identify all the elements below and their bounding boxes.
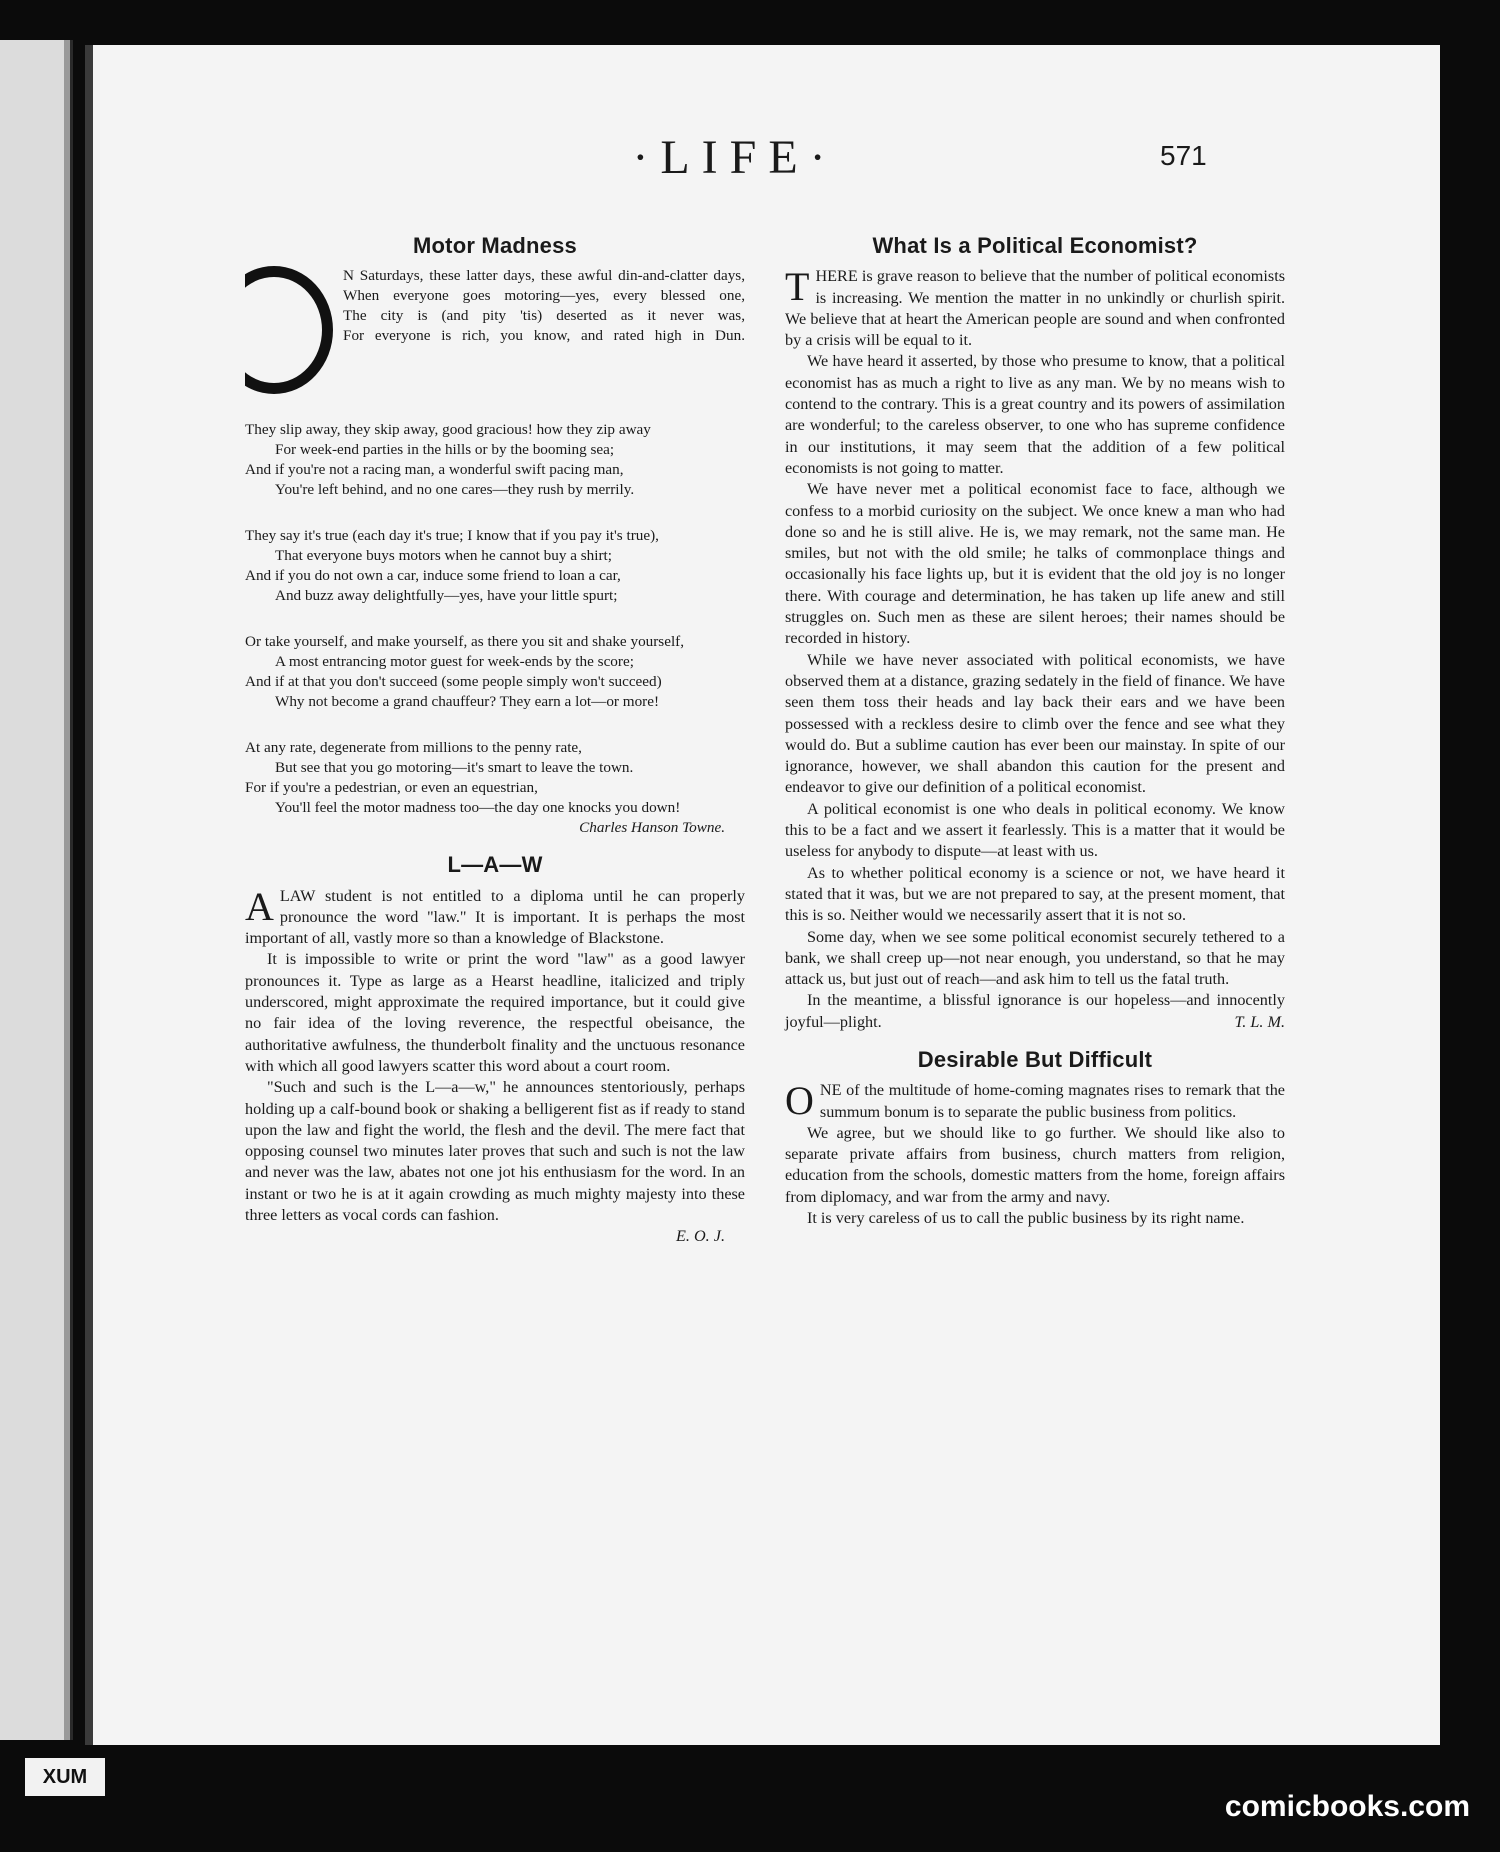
poem-line: A most entrancing motor guest for week-ends by the score; — [275, 653, 634, 671]
econ-paragraph-4: While we have never associated with political economists, we have observed them at a distance, grazing sedately in the field of finance. We have seen them toss their heads and lay back their ears and we have been possessed with a reckless desire to climb over the fence and see what they would do. But a sublime caution has ever been our mainstay. In spite of our ignorance, however, we shall abandon this caution for the present and endeavor to give our definition of a political economist. — [785, 650, 1285, 797]
econ-paragraph-5: A political economist is one who deals in political economy. We know this to be a fact and we assert it fearlessly. This is a matter that it would be useless for anybody to dispute—at least with us. — [785, 799, 1285, 861]
article-title-desirable: Desirable But Difficult — [917, 1046, 1153, 1072]
poem-line: You'll feel the motor madness too—the day one knocks you down! — [275, 799, 681, 817]
poem-line: At any rate, degenerate from millions to the penny rate, — [245, 739, 582, 757]
poem-line: For week-end parties in the hills or by the booming sea; — [275, 441, 615, 459]
econ-paragraph-3: We have never met a political economist face to face, although we confess to a morbid curiosity on the subject. We once knew a man who had done so and he is still alive. He is, we may remark, not the same man. He smiles, but not with the old smile; he talks of commonplace things and occasionally his face lights up, but it is evident that the old joy is no longer there. With courage and determination, he has taken up life anew and still struggles on. Such men as these are silent heroes; their names should be recorded in history. — [785, 480, 1285, 648]
page-number: 571 — [1160, 140, 1207, 171]
desirable-paragraph-1: ONE of the multitude of home-coming magnates rises to remark that the summum bonum is to separate the public business from politics. — [785, 1078, 1285, 1124]
article-title-economist: What Is a Political Economist? — [872, 233, 1198, 258]
watermark: comicbooks.com — [1224, 1790, 1470, 1823]
magazine-title: ·LIFE· — [632, 131, 838, 184]
dropcap-a: A — [245, 883, 274, 929]
econ-paragraph-2: We have heard it asserted, by those who presume to know, that a political economist has as much a right to live as any man. We by no means wish to contend to the contrary. This is a great country and its powers of assimilation are wonderful; to the careless observer, to one who has supreme confidence in our institutions, it may seem that the addition of a few political economists is not going to matter. — [785, 352, 1285, 477]
law-paragraph-1: ALAW student is not entitled to a diploma until he can properly pronounce the word "law." It is important. It is perhaps the most important of all, vastly more so than a knowledge of Blackstone. — [245, 883, 745, 948]
econ-paragraph-8: In the meantime, a blissful ignorance is our hopeless—and innocently joyful—plight. T. L. M. — [785, 990, 1285, 1033]
poem-line: Why not become a grand chauffeur? They earn a lot—or more! — [275, 693, 660, 711]
law-signature: E. O. J. — [676, 1227, 725, 1246]
poem-motor-madness — [245, 266, 745, 838]
left-column — [245, 235, 745, 1248]
poem-line: But see that you go motoring—it's smart to leave the town. — [275, 759, 634, 777]
econ-paragraph-6: As to whether political economy is a science or not, we have heard it stated that it was, but we are not prepared to say, at the present moment, that this is so. Neither would we necessarily assert that it is not so. — [785, 863, 1285, 925]
poem-line: And if you do not own a car, induce some friend to loan a car, — [245, 567, 621, 585]
poem-stanza-3 — [245, 526, 745, 606]
econ-signature: T. L. M. — [1234, 1012, 1285, 1031]
desirable-paragraph-2: We agree, but we should like to go further. We should like also to separate private affairs from business, church matters from religion, education from the schools, domestic matters from the home, foreign affairs from diplomacy, and war from the army and navy. — [785, 1123, 1285, 1206]
right-column — [785, 235, 1285, 1229]
poem-stanza-1 — [245, 266, 745, 394]
article-title-motor: Motor Madness — [413, 233, 577, 258]
econ-paragraph-1: THERE is grave reason to believe that the number of political economists is increasing. We mention the matter in no unkindly or churlish spirit. We believe that at heart the American people are sound and when confronted by a crisis will be equal to it. — [785, 264, 1285, 350]
poem-line: The city is (and pity 'tis) deserted as it never was, — [343, 307, 745, 325]
poem-line: And if you're not a racing man, a wonderful swift pacing man, — [245, 461, 624, 479]
poem-line: For everyone is rich, you know, and rated high in Dun. — [343, 327, 745, 345]
poem-stanza-2 — [245, 420, 745, 500]
poem-stanza-4 — [245, 632, 745, 712]
dropcap-t: T — [785, 264, 810, 310]
poem-line: And if at that you don't succeed (some people simply won't succeed) — [245, 673, 662, 691]
left-page-edge — [0, 40, 73, 1740]
dropcap-o-small: O — [785, 1078, 814, 1124]
poem-line: They slip away, they skip away, good gracious! how they zip away — [245, 421, 651, 439]
poem-line: That everyone buys motors when he cannot buy a shirt; — [275, 547, 612, 565]
poem-line: For if you're a pedestrian, or even an equestrian, — [245, 779, 538, 797]
poem-line: And buzz away delightfully—yes, have your little spurt; — [275, 587, 618, 605]
poem-line: When everyone goes motoring—yes, every blessed one, — [343, 287, 745, 305]
archive-stamp: XUM — [25, 1758, 105, 1796]
law-paragraph-3: "Such and such is the L—a—w," he announces stentoriously, perhaps holding up a calf-bound book or shaking a belligerent fist as if ready to stand upon the law and fight the world, the flesh and the devil. The mere fact that opposing counsel two minutes later proves that such and such is not the law and never was the law, abates not one jot his enthusiasm for the word. In an instant or two he is at it again crowding as much mighty majesty into these three letters as vocal cords can fashion. — [245, 1078, 745, 1225]
poem-line: Or take yourself, and make yourself, as there you sit and shake yourself, — [245, 633, 685, 651]
poem-line: They say it's true (each day it's true; I know that if you pay it's true), — [245, 527, 659, 545]
poem-line: N Saturdays, these latter days, these awful din-and-clatter days, — [343, 267, 745, 285]
poem-author: Charles Hanson Towne. — [579, 819, 725, 837]
law-paragraph-2: It is impossible to write or print the word "law" as a good lawyer pronounces it. Type as large as a Hearst headline, italicized and triply underscored, might approximate the required importance, but it could give no fair idea of the loving reverence, the respectful obeisance, the authoritative awfulness, the thunderbolt finality and the unctuous resonance with which all good lawyers scatter this word about a court room. — [245, 950, 745, 1075]
article-title-law: L—A—W — [447, 852, 543, 878]
desirable-paragraph-3: It is very careless of us to call the public business by its right name. — [807, 1209, 1245, 1228]
poem-line: You're left behind, and no one cares—they rush by merrily. — [275, 481, 635, 499]
poem-stanza-5 — [245, 738, 745, 818]
econ-paragraph-7: Some day, when we see some political economist securely tethered to a bank, we shall creep up—not near enough, you understand, so that he may attack us, but just out of reach—and ask him to tell us the fatal truth. — [785, 927, 1285, 989]
